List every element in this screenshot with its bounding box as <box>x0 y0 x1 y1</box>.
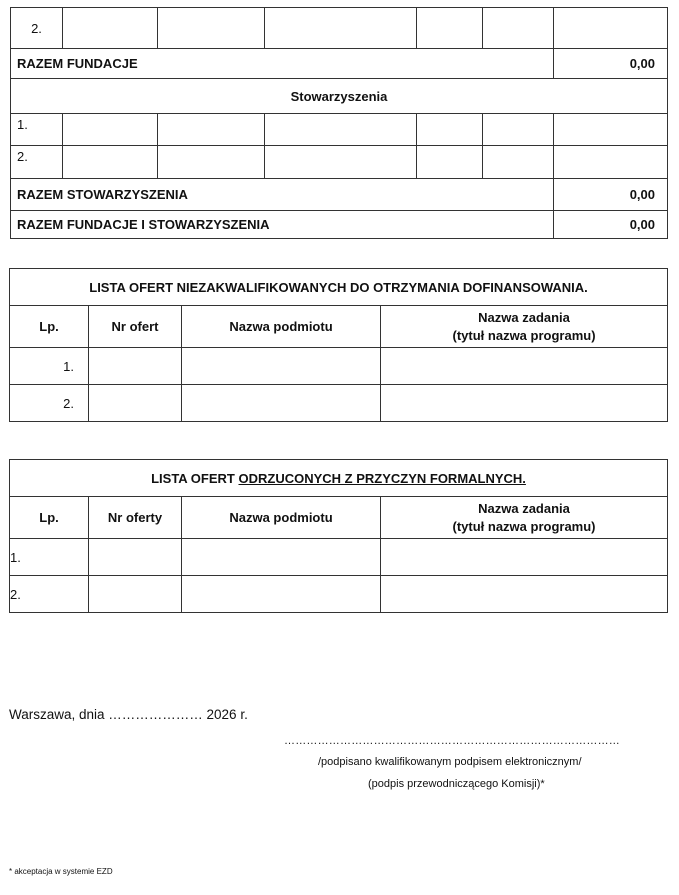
table-row <box>10 269 668 306</box>
rejected-offers-table <box>9 459 668 613</box>
title-underlined: ODRZUCONYCH Z PRZYCZYN FORMALNYCH. <box>238 470 526 486</box>
column-header-podmiot: Nazwa podmiotu <box>182 497 381 539</box>
table-row <box>10 385 668 422</box>
table-header-row <box>10 306 668 348</box>
footnote: * akceptacja w systemie EZD <box>9 867 113 876</box>
signature-note: /podpisano kwalifikowanym podpisem elektronicznym/ <box>318 756 582 768</box>
row-number: 2. <box>11 8 63 49</box>
razem-fundacje-value: 0,00 <box>554 49 668 79</box>
row-number: 2. <box>10 576 89 613</box>
row-number: 2. <box>11 146 63 179</box>
unqualified-offers-table <box>9 268 668 422</box>
signature-dots: ……………………………………………………………………………… <box>284 735 620 747</box>
place-date-line: Warszawa, dnia ………………… 2026 r. <box>9 707 248 722</box>
header-line: Nazwa zadania <box>478 309 570 325</box>
table-row <box>11 114 668 146</box>
title-plain: LISTA OFERT <box>151 470 239 486</box>
header-line: Nazwa zadania <box>478 500 570 516</box>
table-header-row <box>10 497 668 539</box>
razem-stowarzyszenia-label: RAZEM STOWARZYSZENIA <box>11 179 554 211</box>
header-line: (tytuł nazwa programu) <box>452 327 596 343</box>
table-row <box>11 211 668 239</box>
column-header-zadanie <box>381 306 668 348</box>
table-row <box>10 460 668 497</box>
table-row <box>10 348 668 385</box>
row-number: 2. <box>10 385 89 422</box>
table-row <box>10 539 668 576</box>
summary-table <box>10 7 668 239</box>
table-title <box>10 460 668 497</box>
table-row <box>10 576 668 613</box>
column-header-nr: Nr ofert <box>89 306 182 348</box>
header-line: (tytuł nazwa programu) <box>452 518 596 534</box>
table-row <box>11 146 668 179</box>
table-title: LISTA OFERT NIEZAKWALIFIKOWANYCH DO OTRZYMANIA DOFINANSOWANIA. <box>10 269 668 306</box>
table-row <box>11 8 668 49</box>
razem-stowarzyszenia-value: 0,00 <box>554 179 668 211</box>
column-header-zadanie <box>381 497 668 539</box>
column-header-lp: Lp. <box>10 306 89 348</box>
table-row <box>11 79 668 114</box>
table-row <box>11 49 668 79</box>
column-header-lp: Lp. <box>10 497 89 539</box>
razem-fundacje-label: RAZEM FUNDACJE <box>11 49 554 79</box>
column-header-nr: Nr oferty <box>89 497 182 539</box>
section-title: Stowarzyszenia <box>11 79 668 114</box>
table-row <box>11 179 668 211</box>
row-number: 1. <box>10 348 89 385</box>
row-number: 1. <box>10 539 89 576</box>
razem-total-label: RAZEM FUNDACJE I STOWARZYSZENIA <box>11 211 554 239</box>
column-header-podmiot: Nazwa podmiotu <box>182 306 381 348</box>
signature-caption: (podpis przewodniczącego Komisji)* <box>368 778 545 790</box>
row-number: 1. <box>11 114 63 146</box>
razem-total-value: 0,00 <box>554 211 668 239</box>
